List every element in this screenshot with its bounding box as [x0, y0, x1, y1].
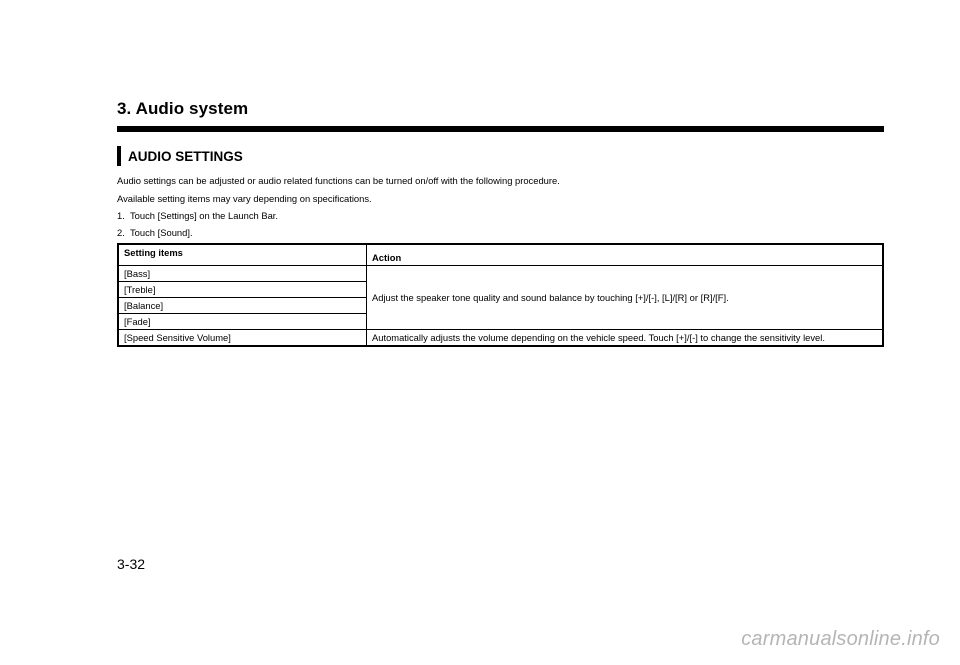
step-1	[117, 210, 278, 222]
action-cell-tone: Adjust the speaker tone quality and sound balance by touching [+]/[-], [L]/[R] or [R]/[F].	[367, 266, 884, 330]
setting-item-cell: [Speed Sensitive Volume]	[118, 330, 367, 347]
chapter-title: 3. Audio system	[117, 99, 249, 118]
section-heading	[117, 146, 243, 166]
site-watermark: carmanualsonline.info	[741, 628, 940, 650]
note-paragraph: Available setting items may vary depending on specifications.	[117, 193, 372, 204]
setting-item-cell: [Fade]	[118, 314, 367, 330]
setting-item-cell: [Bass]	[118, 266, 367, 282]
table-row	[118, 266, 883, 282]
step-text: Touch [Settings] on the Launch Bar.	[130, 210, 279, 221]
table-row	[118, 330, 883, 347]
step-number: 1.	[117, 210, 125, 221]
section-title: AUDIO SETTINGS	[128, 148, 243, 164]
page-number: 3-32	[117, 556, 146, 572]
setting-item-cell: [Treble]	[118, 282, 367, 298]
section-marker-bar	[117, 146, 121, 166]
intro-paragraph: Audio settings can be adjusted or audio related functions can be turned on/off with the following procedure.	[117, 175, 560, 186]
step-number: 2.	[117, 227, 125, 238]
header-setting-items: Setting items	[118, 244, 367, 266]
step-text: Touch [Sound].	[130, 227, 193, 238]
setting-item-cell: [Balance]	[118, 298, 367, 314]
header-action: Action	[367, 244, 884, 266]
step-2	[117, 227, 193, 239]
table-header-row	[118, 244, 883, 266]
audio-settings-table	[117, 243, 884, 347]
action-cell-speed: Automatically adjusts the volume depending on the vehicle speed. Touch [+]/[-] to change the sensitivity level.	[367, 330, 884, 347]
chapter-divider	[117, 126, 884, 132]
